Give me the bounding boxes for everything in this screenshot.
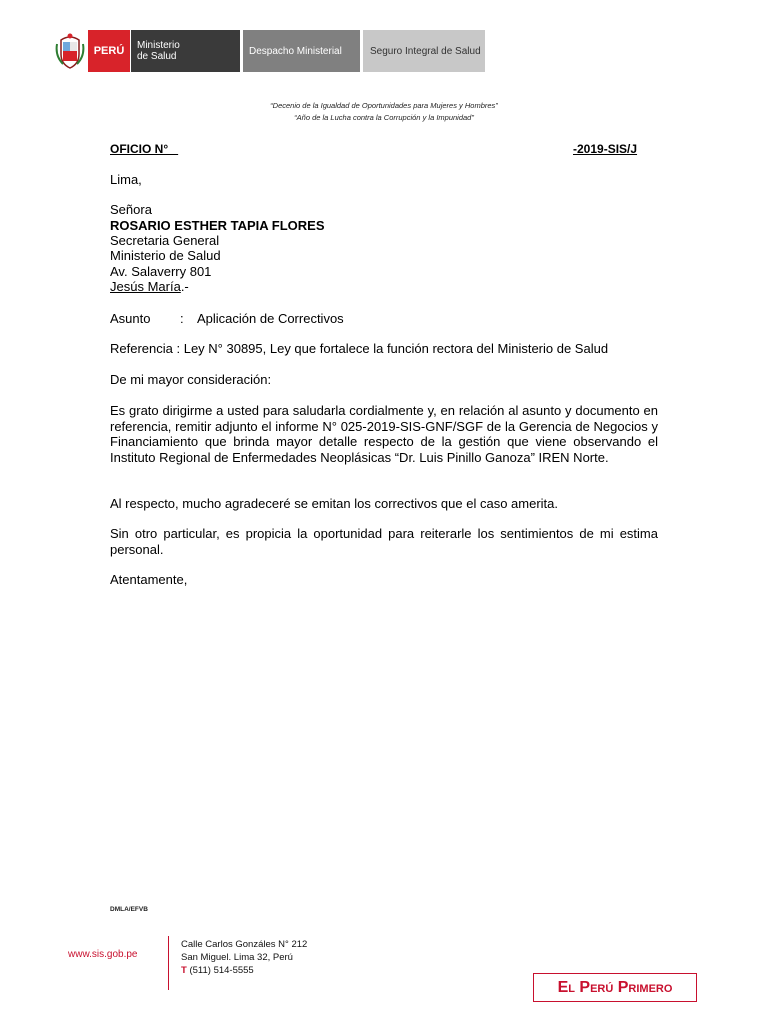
sis-label: Seguro Integral de Salud bbox=[360, 30, 485, 72]
ministerio-line1: Ministerio bbox=[137, 40, 180, 51]
address-line-2: San Miguel. Lima 32, Perú bbox=[181, 952, 293, 963]
ministerio-line2: de Salud bbox=[137, 51, 177, 62]
closing: Atentamente, bbox=[110, 572, 188, 587]
asunto-label: Asunto bbox=[110, 311, 151, 326]
recipient-address: Av. Salaverry 801 bbox=[110, 264, 212, 279]
initials: DMLA/EFVB bbox=[110, 906, 148, 913]
coat-of-arms-icon bbox=[52, 30, 88, 72]
recipient-name: ROSARIO ESTHER TAPIA FLORES bbox=[110, 218, 325, 233]
body-paragraph-2: Al respecto, mucho agradeceré se emitan los correctivos que el caso amerita. bbox=[110, 496, 558, 511]
asunto-row bbox=[110, 311, 344, 327]
decade-motto: “Decenio de la Igualdad de Oportunidades para Mujeres y Hombres” bbox=[270, 101, 498, 110]
greeting: De mi mayor consideración: bbox=[110, 372, 272, 387]
referencia-value: Ley N° 30895, Ley que fortalece la función rectora del Ministerio de Salud bbox=[183, 341, 609, 356]
recipient-org: Ministerio de Salud bbox=[110, 248, 221, 263]
footer-address bbox=[181, 938, 307, 977]
address-line-1: Calle Carlos Gonzáles N° 212 bbox=[181, 939, 308, 950]
despacho-label: Despacho Ministerial bbox=[240, 30, 360, 72]
year-motto: “Año de la Lucha contra la Corrupción y la Impunidad” bbox=[294, 113, 474, 122]
recipient-district bbox=[110, 279, 189, 295]
district-suffix: .- bbox=[180, 279, 189, 294]
phone-number: (511) 514-5555 bbox=[189, 965, 254, 976]
oficio-number: OFICIO N° bbox=[110, 142, 179, 156]
phone-prefix: T bbox=[181, 965, 187, 976]
phone-line bbox=[181, 964, 307, 977]
referencia-row bbox=[110, 341, 608, 357]
website-link[interactable]: www.sis.gob.pe bbox=[68, 949, 138, 960]
asunto-value: Aplicación de Correctivos bbox=[197, 311, 344, 326]
referencia-label: Referencia : bbox=[110, 341, 181, 356]
peru-primero-logo: El Perú Primero bbox=[533, 973, 697, 1002]
footer-divider bbox=[168, 936, 169, 990]
body-paragraph-1: Es grato dirigirme a usted para saludarla cordialmente y, en relación al asunto y documento en referencia, remitir adjunto el informe N° 025-2019-SIS-GNF/SGF de la Gerencia de Negocios y Financiamiento que brinda mayor detalle respecto de la gestión que viene observando el Instituto Regional de Enfermedades Neoplásicas “Dr. Luis Pinillo Ganoza” IREN Norte. bbox=[110, 403, 658, 465]
asunto-separator: : bbox=[180, 311, 184, 326]
ministerio-label bbox=[130, 30, 240, 72]
recipient-title: Secretaria General bbox=[110, 233, 220, 248]
body-paragraph-3: Sin otro particular, es propicia la oportunidad para reiterarle los sentimientos de mi estima personal. bbox=[110, 526, 658, 557]
city-date: Lima, bbox=[110, 172, 142, 187]
district-name: Jesús María bbox=[110, 279, 181, 294]
oficio-code: -2019-SIS/J bbox=[573, 142, 638, 156]
institutional-header bbox=[52, 30, 485, 72]
salutation: Señora bbox=[110, 202, 152, 217]
peru-label: PERÚ bbox=[88, 30, 130, 72]
